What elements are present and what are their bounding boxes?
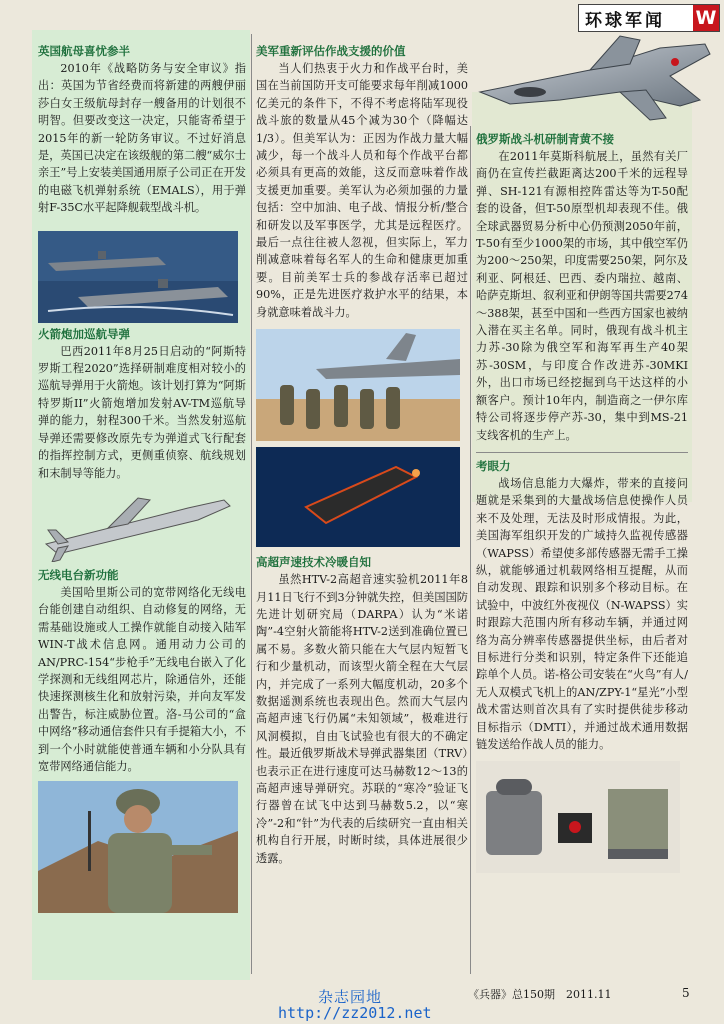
- russian-fighter-title: 俄罗斯战斗机研制青黄不接: [476, 132, 614, 146]
- masthead-letter: W: [693, 5, 719, 31]
- htv2-glider-image: [256, 447, 460, 547]
- masthead: [578, 4, 720, 32]
- right-column-divider: [476, 452, 688, 453]
- soldiers-airplane-image: [256, 329, 460, 441]
- su-57-fighter-image: [470, 30, 720, 126]
- soldier-radio-image: [38, 781, 238, 913]
- test-title: 考眼力: [476, 458, 511, 473]
- russian-fighter-body: 在2011年莫斯科航展上，虽然有关厂商仍在宣传拦截距离达200千米的远程导弹、SH-121有源相控阵雷达等为T-50配套的设备，但T-50原型机却表现不佳。俄全球武器贸易分析中心仍预测2050年前，T-50有至少1000架的市场，其中俄空军仍为200～250架，印度需要250架，阿尔及利亚、阿根廷、巴西、委内瑞拉、越南、哈萨克斯坦、叙利亚和伊朗等国共需要274～388架，甚至中国和一些西方国家也被纳入潜在买主名单。同时，俄现有战斗机主力苏-30除为俄空军和海军再生产40架苏-30SM，与印度合作改进苏-30MKI外，出口市场已经挖掘到乌干达这样的小额客户。预计10年内，制造商之一伊尔库特公司将逐步停产苏-30，集中到MS-21支线客机的生产上。: [476, 150, 688, 442]
- combat-support-body: 当人们热衷于火力和作战平台时，美国在当前国防开支可能要求每年削减1000亿美元的条件下，不得不考虑将陆军现役战斗旅的数量从45个减为30个（降幅达1/3）。但美军认为：正因为作战力量大幅减少，每一个战斗人员和每个作战平台都必须具有更高的效能，这反而意味着作战支援更加重要。美军认为必须加强的力量包括：空中加油、电子战、情报分析/整合和研发以及军事医学，尤其是远程医疗。最后一点往往被人忽视，但实际上，军力削减意味着每名军人的生命和健康更加重要。目前美军士兵的参战存活率已超过90%，正是先进医疗救护水平的结果，本身就意味着战斗力。: [256, 62, 468, 319]
- hypersonic-title: 高超声速技术冷暖自知: [256, 555, 371, 570]
- test-body: 战场信息能力大爆炸，带来的直接问题就是采集到的大量战场信息使操作人员来不及处理，无法及时形成情报。为此，美国海军组织开发的广域持久监视传感器（WAPSS）希望使多部传感器无需手工操纵，就能够通过机载网络相互提醒，从而自动发现、跟踪和识别多个移动目标。在试验中，中波红外夜视仪（N-WAPSS）实时跟踪大范围内所有移动车辆，并通过网络为高分辨率传感器提供坐标，由后者对目标进行分类和识别，特定条件下还能追踪单个人员。诺-格公司安装在“火鸟”有人/无人双模式飞机上的AN/ZPY-1“星光”小型战术雷达则首次具有了实时提供徒步移动目标指示（DMTI），并通过战术通用数据链发送给作战人员的能力。: [476, 476, 688, 751]
- masthead-title: 环球军闻: [585, 10, 665, 31]
- rocket-missile-body: 巴西2011年8月25日启动的“阿斯特罗斯工程2020”选择研制难度相对较小的巡航导弹用于火箭炮。该计划打算为“阿斯特罗斯II”火箭炮增加发射AV-TM巡航导弹的能力，射程300千米。当然发射巡航导弹还需要修改原先专为弹道式飞行配套的指挥控制方式，更侧重侦察、航线规划和末制导等能力。: [38, 344, 246, 480]
- right-column: [476, 130, 688, 873]
- uk-carrier-title: 英国航母喜忧参半: [38, 44, 130, 58]
- column-divider-right: [470, 126, 471, 974]
- issue-info: 《兵器》总150期 2011.11: [468, 988, 612, 1001]
- combat-support-title: 美军重新评估作战支援的价值: [256, 44, 406, 58]
- wireless-radio-body: 美国哈里斯公司的宽带网络化无线电台能创建自动组织、自动修复的网络，无需基础设施或人工操作就能自动接入陆军WIN-T战术信息网。通用动力公司的AN/PRC-154“步枪手”无线电台嵌入了化学探测和无线组网芯片，除通信外，还能快速探测核生化和放射污染，并向友军发出警告，标注威胁位置。洛-马公司的“盒中网络”移动通信套件只有手提箱大小，不到一个小时就能使普通车辆和小分队具有宽带网络通信能力。: [38, 585, 246, 773]
- watermark-name: 杂志园地: [318, 988, 383, 1006]
- left-column: [38, 34, 246, 913]
- hypersonic-body: 虽然HTV-2高超音速实验机2011年8月11日飞行不到3分钟就失控，但美国国防先进计划研究局（DARPA）认为“米诺陶”-4空射火箭能将HTV-2送到准确位置已属不易。多数火箭只能在大气层内短暂飞行和少量机动，而该型火箭全程在大气层内，并完成了一系列大幅度机动，20多个数据遥测系统也表现出色。然而大气层内高超声速飞行仍属“未知领域”，极难进行风洞模拟，自由飞试验也有很大的不确定性。最近俄罗斯战术导弹武器集团（TRV）也表示正在进行速度可达马赫数12～13的高超声速导弹研究。苏联的“寒冷”验证飞行器曾在试飞中达到马赫数5.2，以“寒冷”-2和“针”为代表的后续研究一直由相关机构自行开展，时断时续，具体进展很少透露。: [256, 573, 468, 865]
- watermark-url[interactable]: http://zz2012.net: [278, 1004, 432, 1022]
- aircraft-carriers-image: [38, 231, 238, 323]
- middle-column: [256, 34, 468, 867]
- rocket-missile-title: 火箭炮加巡航导弹: [38, 326, 130, 341]
- wireless-radio-title: 无线电台新功能: [38, 567, 119, 582]
- page-number: 5: [682, 986, 690, 1000]
- uk-carrier-body: 2010年《战略防务与安全审议》指出：英国为节省经费而将新建的两艘伊丽莎白女王级航母封存一艘备用的计划很不明智。但要改变这一决定，只能寄希望于2015年的新一轮防务审议。不过好消息是，英国已决定在该级舰的第二艘“威尔士亲王”号上安装美国通用原子公司正在开发的电磁飞机弹射系统（EMALS），用于弹射F-35C水平起降舰载型战斗机。: [38, 62, 246, 215]
- sensor-equipment-image: [476, 761, 680, 873]
- column-divider-left: [251, 34, 252, 974]
- cruise-missile-image: [38, 488, 238, 562]
